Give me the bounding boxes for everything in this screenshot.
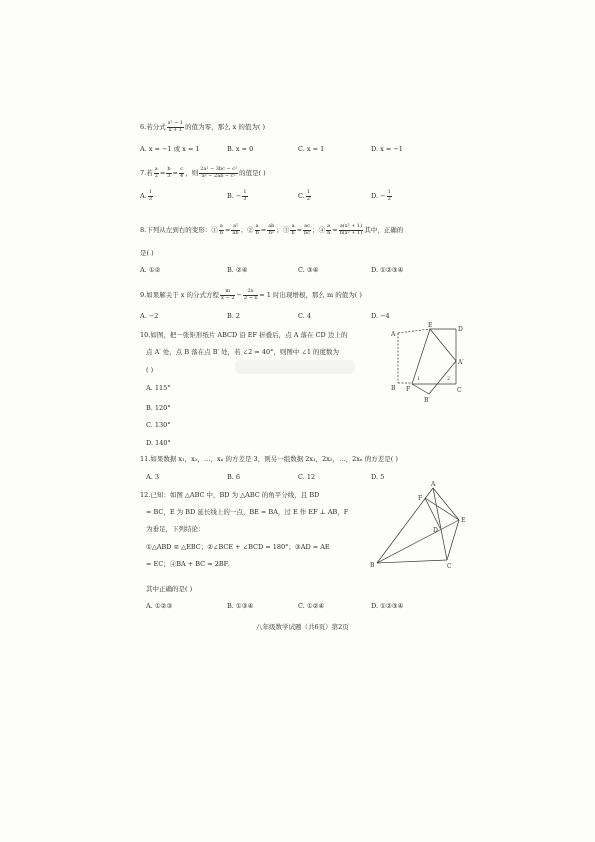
question-7: 7.若 $\frac{a}{2}$ = $\frac{b}{3}$ = $\frac{c}{4}$ ，则 $\frac{\text{2a² − 3bc − c²}}{\text{a² − 2ab − c²}}$ 的值是( ) <box>140 166 266 179</box>
question-11: 11.如果数据 x₁，x₂，…，xₙ 的方差是 3，则另一组数据 2x₁，2x₂，…，2xₙ 的方差是( ) <box>140 455 398 463</box>
q12-label-e: E <box>461 517 466 524</box>
question-8: 8.下列从左到右的变形：① $\frac{a}{b}$ = $\frac{\text{a²}}{ab}$ ；② $\frac{a}{b}$ = $\frac{ab}{\text{b²}}$ ；③ $\frac{a}{b}$ = $\frac{ac}{bc}$ ；④ $\frac{a}{b}$ = $\frac{\text{a(x² + 1)}}{\text{b(x² + 1)}}$ 其中，正确的 <box>140 223 404 236</box>
q12-line-4: ①△ABD ≌ △EBC；②∠BCE + ∠BCD = 180°；③AD = AE <box>146 543 330 551</box>
q12-option-c: C. ①②④ <box>298 602 325 610</box>
q8-line-2: 是( ) <box>140 249 154 257</box>
q10-option-b: B. 120° <box>146 404 171 412</box>
q8-option-a: A. ①② <box>140 266 161 274</box>
q8-option-b: B. ②④ <box>227 266 248 274</box>
q10-label-ap: A′ <box>458 359 464 366</box>
q6-option-d: D. x = −1 <box>371 145 403 153</box>
q6-prefix: 6.若分式 <box>140 123 166 131</box>
q10-label-e: E <box>428 322 433 329</box>
q6-option-c: C. x = 1 <box>298 145 325 153</box>
q7-option-c: C. $\frac{1}{2}$ <box>298 189 310 202</box>
q12-line-5: = EC；④BA + BC = 2BF. <box>146 560 230 568</box>
q8-option-c: C. ③④ <box>298 266 319 274</box>
q10-label-d: D <box>458 326 463 333</box>
q11-option-c: C. 12 <box>298 473 316 481</box>
question-9: 9.如果解关于 x 的分式方程 $\frac{m}{x - 2}$ − $\frac{2x}{2 - x}$ = 1 时出现增根，那么 m 的值为( ) <box>140 288 362 301</box>
q12-label-c: C <box>447 563 452 570</box>
q10-line-3: ( ) <box>146 366 154 374</box>
q10-label-f: F <box>406 386 411 393</box>
q10-label-c: C <box>457 387 462 394</box>
q12-option-b: B. ①③④ <box>227 602 254 610</box>
q7-option-a: A. $\frac{1}{3}$ <box>140 189 152 202</box>
q8-option-d: D. ①②③④ <box>371 266 404 274</box>
q11-option-d: D. 5 <box>371 473 385 481</box>
q12-option-a: A. ①②③ <box>146 602 173 610</box>
q9-option-d: D. −4 <box>371 312 390 320</box>
q10-label-b: B <box>391 385 396 392</box>
q6-fraction: $\frac{\text{x² − 1}}{x + 1}$ <box>167 120 184 133</box>
q12-line-3: 为垂足，下列结论： <box>146 525 205 533</box>
q12-edge-ae <box>433 488 459 520</box>
q12-line-6: 其中正确的是( ) <box>146 585 193 593</box>
q9-option-b: B. 2 <box>227 312 241 320</box>
q9-option-c: C. 4 <box>298 312 312 320</box>
q10-label-a: A <box>391 331 396 338</box>
q11-option-a: A. 3 <box>146 473 159 481</box>
q12-edge-ab <box>377 488 433 563</box>
q9-option-a: A. −2 <box>140 312 159 320</box>
q6-option-b: B. x = 0 <box>227 145 254 153</box>
q12-edge-ac <box>433 488 447 560</box>
q10-label-1: 1 <box>417 376 421 382</box>
q12-option-d: D. ①②③④ <box>371 602 404 610</box>
q12-edge-bc <box>377 560 447 563</box>
q12-label-f: F <box>418 495 423 502</box>
q10-line-2: 点 A′ 处，点 B 落在点 B′ 处，若 ∠2 = 40°，则图中 ∠1 的度数为 <box>146 348 340 356</box>
q12-line-1: 12.已知：如图 △ABC 中，BD 为 △ABC 的角平分线，且 BD <box>140 491 320 499</box>
q12-edge-ec <box>447 520 459 560</box>
q6-option-a: A. x = −1 或 x = 1 <box>140 145 200 153</box>
q12-label-a: A <box>431 481 436 488</box>
q10-option-c: C. 130° <box>146 421 171 429</box>
q10-option-d: D. 140° <box>146 439 171 447</box>
q10-label-bp: B′ <box>424 397 430 404</box>
q10-label-2: 2 <box>447 376 451 382</box>
q12-edge-be <box>377 520 459 563</box>
page-footer: 八年级数学试题（共6页）第2页 <box>256 623 349 631</box>
q12-label-d: D <box>433 527 438 534</box>
q6-suffix: 的值为零，那么 x 的值为( ) <box>185 123 266 131</box>
q11-option-b: B. 6 <box>227 473 241 481</box>
q12-edge-ef <box>425 498 459 520</box>
q7-option-d: D. − $\frac{1}{2}$ <box>371 189 391 202</box>
q7-option-b: B. − $\frac{1}{3}$ <box>227 189 247 202</box>
q10-line-1: 10.如图，把一张矩形纸片 ABCD 沿 EF 折叠后，点 A 落在 CD 边上的 <box>140 331 348 339</box>
q10-option-a: A. 115° <box>146 384 171 392</box>
q12-label-b: B <box>370 562 375 569</box>
q12-line-2: = BC，E 为 BD 延长线上的一点，BE = BA，过 E 作 EF ⊥ AB，F <box>146 508 349 516</box>
